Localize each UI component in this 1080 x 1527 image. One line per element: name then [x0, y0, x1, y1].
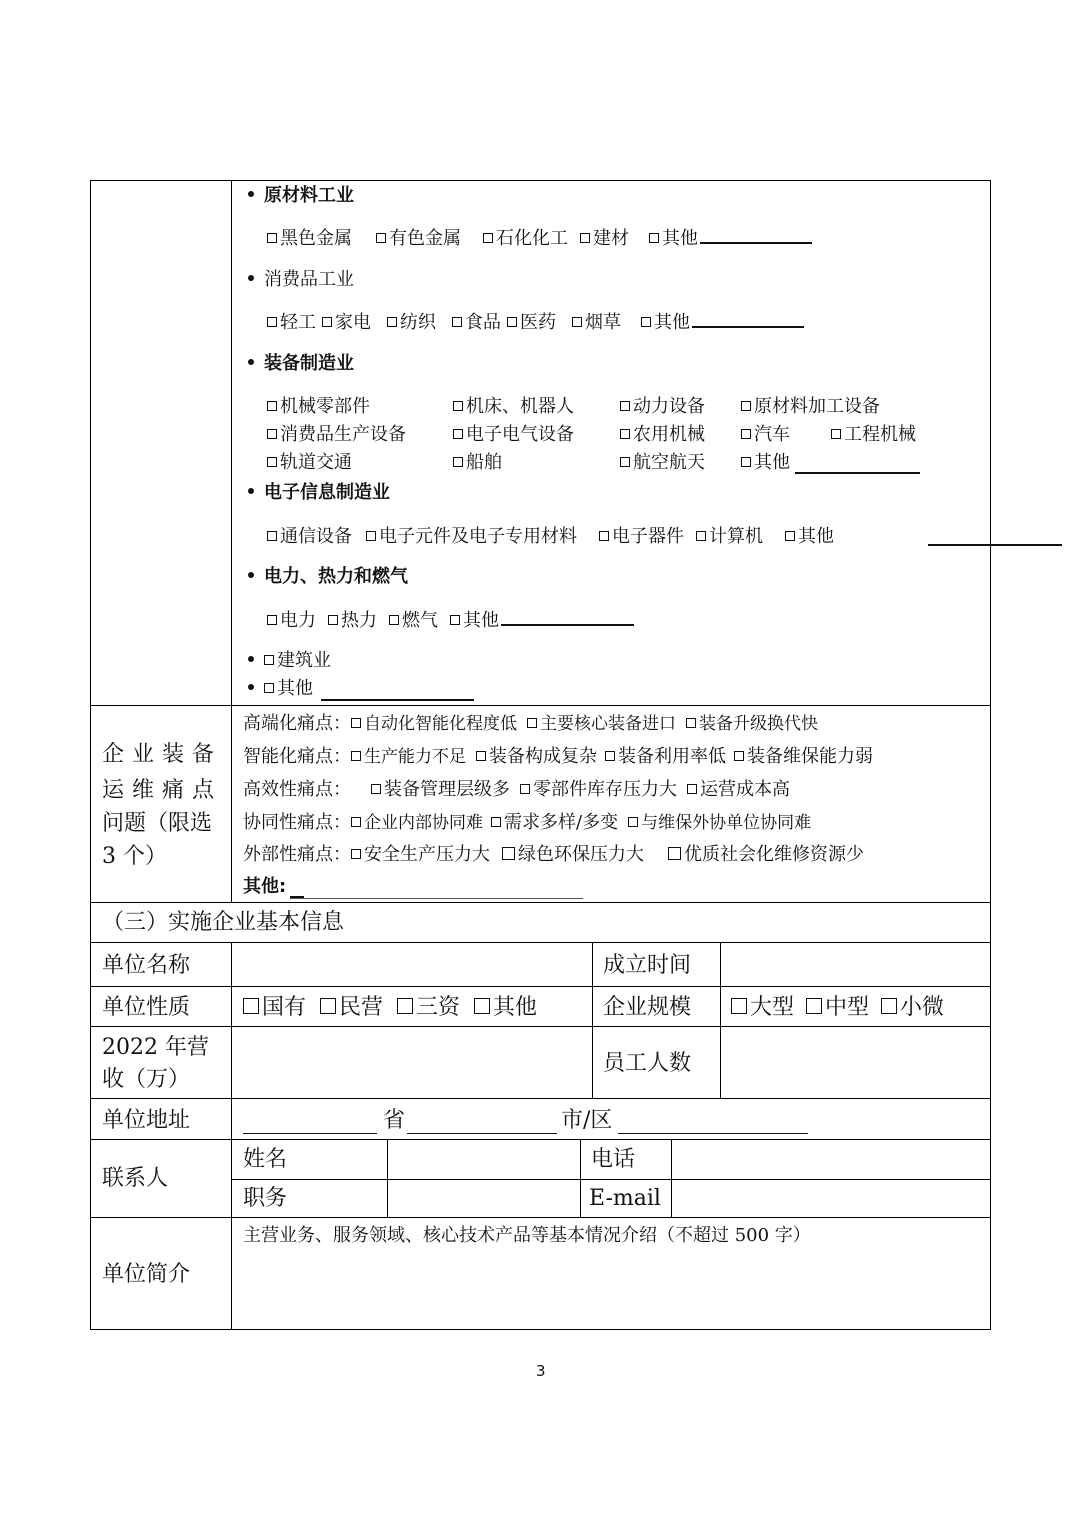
- sector-option-other[interactable]: 其他: [248, 680, 313, 698]
- row-divider: [231, 1179, 991, 1180]
- pain-label: 3 个）: [102, 844, 167, 869]
- checkbox-option[interactable]: 其他: [649, 230, 698, 248]
- equipment-option[interactable]: 电子电气设备: [453, 426, 574, 444]
- row-divider: [90, 986, 991, 987]
- checkbox-option[interactable]: 其他: [785, 528, 834, 546]
- equipment-option[interactable]: 汽车: [741, 426, 790, 444]
- label-province: 省: [383, 1108, 406, 1133]
- pain-label: 运维痛点: [102, 778, 223, 803]
- table-top-border: [90, 180, 991, 181]
- sector-heading-equipment: 装备制造业: [248, 355, 354, 373]
- checkbox-option[interactable]: 黑色金属: [267, 230, 352, 248]
- checkbox-option[interactable]: 大型: [731, 997, 794, 1019]
- equipment-option[interactable]: 其他: [741, 454, 790, 472]
- fill-in-blank[interactable]: [692, 324, 804, 328]
- pain-row: 智能化痛点： 生产能力不足 装备构成复杂 装备利用率低 装备维保能力弱: [243, 746, 873, 767]
- checkbox-option[interactable]: 装备构成复杂: [476, 748, 597, 766]
- pain-row: 高端化痛点： 自动化智能化程度低 主要核心装备进口 装备升级换代快: [243, 713, 818, 734]
- checkbox-option[interactable]: 零部件库存压力大: [520, 781, 677, 799]
- fill-in-blank[interactable]: [618, 1133, 808, 1134]
- checkbox-option[interactable]: 其他: [641, 314, 690, 332]
- sector-options-consumer-goods: [267, 314, 804, 332]
- fill-in-blank[interactable]: [501, 622, 634, 626]
- fill-in-blank[interactable]: [795, 472, 920, 474]
- equipment-option[interactable]: 动力设备: [620, 398, 705, 416]
- fill-in-blank[interactable]: [700, 240, 812, 244]
- section-title: （三）实施企业基本信息: [102, 910, 345, 935]
- equipment-option[interactable]: 机械零部件: [267, 398, 370, 416]
- label-revenue: 2022 年营: [102, 1035, 209, 1060]
- checkbox-option[interactable]: 烟草: [572, 314, 621, 332]
- checkbox-option[interactable]: 主要核心装备进口: [527, 716, 676, 733]
- sector-options-raw-materials: [267, 230, 812, 248]
- checkbox-option[interactable]: 电子器件: [599, 528, 684, 546]
- checkbox-option[interactable]: 燃气: [389, 612, 438, 630]
- checkbox-option[interactable]: 石化化工: [483, 230, 568, 248]
- fill-in-blank[interactable]: [928, 544, 1062, 546]
- label-intro: 单位简介: [102, 1262, 191, 1287]
- nature-options: [243, 997, 537, 1019]
- sector-options-electronics: [267, 528, 834, 546]
- row-divider: [90, 705, 991, 706]
- sector-heading-consumer-goods: 消费品工业: [248, 271, 354, 289]
- checkbox-option[interactable]: 纺织: [387, 314, 436, 332]
- equipment-option[interactable]: 机床、机器人: [453, 398, 574, 416]
- equipment-option[interactable]: 航空航天: [620, 454, 705, 472]
- table-bottom-border: [90, 1329, 991, 1330]
- equipment-option[interactable]: 轨道交通: [267, 454, 352, 472]
- sector-heading-raw-materials: 原材料工业: [248, 187, 354, 205]
- row-divider: [90, 902, 991, 903]
- checkbox-option[interactable]: 建材: [580, 230, 629, 248]
- label-unit-name: 单位名称: [102, 953, 191, 978]
- label-column-divider-top: [231, 180, 232, 902]
- pain-label: 问题（限选: [102, 811, 213, 836]
- sector-options-power: [267, 612, 634, 630]
- fill-in-blank[interactable]: [290, 898, 583, 899]
- pain-row: 高效性痛点： 装备管理层级多 零部件库存压力大 运营成本高: [243, 779, 790, 800]
- column-divider: [387, 1139, 388, 1217]
- fill-in-blank[interactable]: [407, 1133, 557, 1134]
- checkbox-option[interactable]: 需求多样/多变: [491, 814, 618, 832]
- label-employees: 员工人数: [603, 1051, 692, 1076]
- label-contact: 联系人: [102, 1166, 169, 1191]
- checkbox-option[interactable]: 医药: [507, 314, 556, 332]
- checkbox-option[interactable]: 三资: [397, 997, 460, 1019]
- row-divider: [90, 1217, 991, 1218]
- checkbox-option[interactable]: 小微: [881, 997, 944, 1019]
- intro-hint: 主营业务、服务领域、核心技术产品等基本情况介绍（不超过 500 字）: [243, 1225, 811, 1246]
- pain-other-label: 其他:: [243, 876, 287, 897]
- column-divider: [720, 942, 721, 1098]
- equipment-option[interactable]: 工程机械: [831, 426, 916, 444]
- checkbox-option[interactable]: 其他: [474, 997, 537, 1019]
- checkbox-option[interactable]: 电力: [267, 612, 316, 630]
- label-name: 姓名: [243, 1147, 288, 1172]
- label-email: E-mail: [589, 1186, 661, 1211]
- label-column-divider-bottom: [231, 942, 232, 1330]
- checkbox-option[interactable]: 优质社会化维修资源少: [668, 846, 864, 864]
- pain-row: 外部性痛点： 安全生产压力大 绿色环保压力大 优质社会化维修资源少: [243, 844, 864, 865]
- label-scale: 企业规模: [603, 995, 692, 1020]
- fill-in-blank[interactable]: [243, 1133, 377, 1134]
- equipment-option[interactable]: 农用机械: [620, 426, 705, 444]
- sector-heading-electronics: 电子信息制造业: [248, 484, 390, 502]
- checkbox-option[interactable]: 家电: [322, 314, 371, 332]
- scale-options: [731, 997, 944, 1019]
- row-divider: [90, 1026, 991, 1027]
- row-divider: [90, 1098, 991, 1099]
- checkbox-option[interactable]: 运营成本高: [687, 781, 790, 799]
- pain-row: 协同性痛点： 企业内部协同难 需求多样/多变 与维保外协单位协同难: [243, 812, 812, 833]
- checkbox-option[interactable]: 自动化智能化程度低: [351, 716, 517, 733]
- checkbox-option[interactable]: 其他: [450, 612, 499, 630]
- checkbox-option[interactable]: 热力: [328, 612, 377, 630]
- checkbox-option[interactable]: 计算机: [696, 528, 763, 546]
- label-position: 职务: [243, 1186, 288, 1211]
- table-left-border: [90, 180, 91, 1330]
- checkbox-option[interactable]: 生产能力不足: [351, 748, 466, 766]
- label-nature: 单位性质: [102, 995, 191, 1020]
- checkbox-option[interactable]: 轻工: [267, 314, 316, 332]
- checkbox-option[interactable]: 中型: [806, 997, 869, 1019]
- row-divider: [90, 1139, 991, 1140]
- sector-heading-power: 电力、热力和燃气: [248, 568, 408, 586]
- fill-in-blank[interactable]: [321, 699, 474, 701]
- checkbox-option[interactable]: 民营: [320, 997, 383, 1019]
- column-divider: [592, 942, 593, 1098]
- checkbox-option[interactable]: 与维保外协单位协同难: [628, 815, 811, 832]
- checkbox-option[interactable]: 绿色环保压力大: [502, 846, 644, 864]
- column-divider: [671, 1139, 672, 1217]
- checkbox-option[interactable]: 企业内部协同难: [351, 815, 483, 832]
- checkbox-option[interactable]: 装备管理层级多: [371, 781, 510, 799]
- equipment-option[interactable]: 消费品生产设备: [267, 426, 406, 444]
- label-city: 市/区: [561, 1108, 613, 1133]
- checkbox-option[interactable]: 装备利用率低: [605, 748, 726, 766]
- equipment-option[interactable]: 原材料加工设备: [741, 398, 880, 416]
- checkbox-option[interactable]: 电子元件及电子专用材料: [366, 528, 577, 546]
- checkbox-option[interactable]: 有色金属: [376, 230, 461, 248]
- checkbox-option[interactable]: 安全生产压力大: [351, 846, 490, 864]
- page-number: 3: [536, 1362, 546, 1380]
- equipment-option[interactable]: 船舶: [453, 454, 502, 472]
- label-revenue: 收（万）: [102, 1067, 191, 1092]
- checkbox-option[interactable]: 食品: [452, 314, 501, 332]
- label-founded: 成立时间: [603, 953, 692, 978]
- table-right-border: [990, 180, 991, 1330]
- label-phone: 电话: [591, 1147, 636, 1172]
- checkbox-option[interactable]: 装备升级换代快: [686, 716, 818, 733]
- label-address: 单位地址: [102, 1108, 191, 1133]
- pain-label: 企业装备: [102, 742, 223, 767]
- column-divider: [580, 1139, 581, 1217]
- sector-option-construction[interactable]: 建筑业: [248, 652, 331, 670]
- checkbox-option[interactable]: 国有: [243, 997, 306, 1019]
- row-divider: [90, 942, 991, 943]
- checkbox-option[interactable]: 通信设备: [267, 528, 352, 546]
- fill-in-blank[interactable]: [290, 896, 304, 898]
- checkbox-option[interactable]: 装备维保能力弱: [734, 748, 873, 766]
